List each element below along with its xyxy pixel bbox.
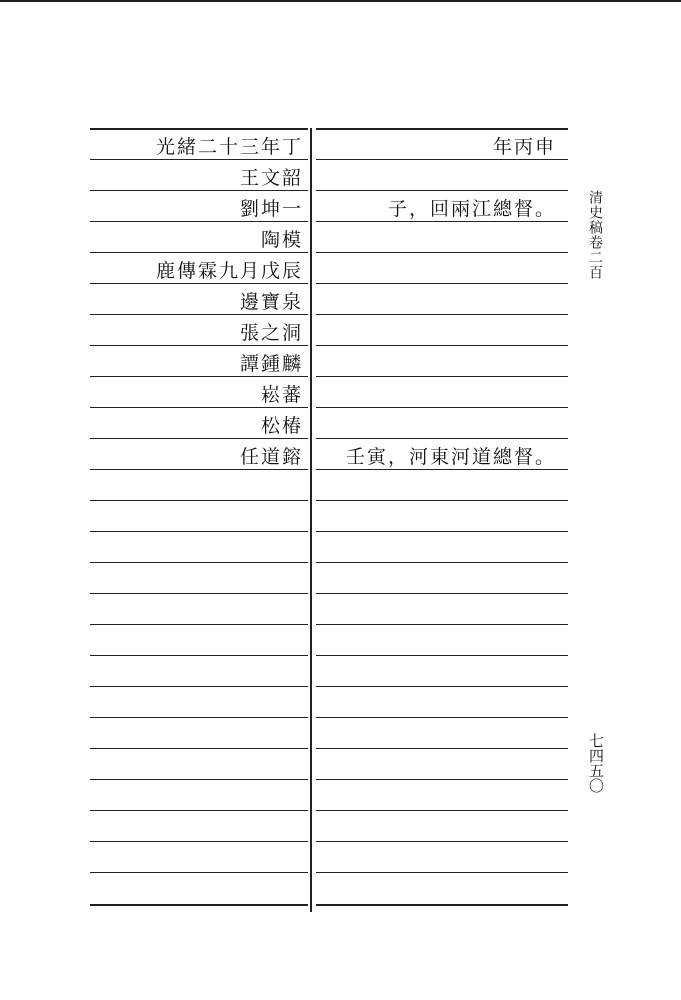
official-name-text: 陶模 (260, 229, 303, 251)
row-rule-right (316, 779, 568, 780)
row-rule-right (316, 748, 568, 749)
official-name-text: 鹿傳霖九月戊辰 (155, 260, 303, 282)
page-top-border (0, 0, 681, 2)
official-name-cell (261, 378, 303, 409)
column-divider (310, 128, 312, 912)
row-rule-right (316, 500, 568, 501)
official-name-text: 王文韶 (239, 167, 303, 189)
side-title: 清史稿卷二百 (587, 190, 603, 280)
row-rule-right (316, 841, 568, 842)
row-rule-left (90, 562, 308, 563)
row-rule-right (316, 531, 568, 532)
official-name-cell (240, 161, 303, 192)
page-number: 七四五〇 (587, 733, 605, 793)
appointment-note-text: 子，回兩江總督。 (387, 198, 556, 220)
row-rule-left (90, 686, 308, 687)
row-rule-left (90, 810, 308, 811)
row-rule-right (316, 438, 568, 439)
row-rule-right (316, 717, 568, 718)
official-name-text: 邊寶泉 (239, 291, 303, 313)
row-rule-right (316, 283, 568, 284)
appointment-note-cell (346, 440, 556, 471)
row-rule-right (316, 686, 568, 687)
row-rule-left (90, 624, 308, 625)
row-rule-right (316, 810, 568, 811)
official-name-cell (240, 440, 303, 471)
appointment-note-cell (388, 192, 556, 223)
official-name-cell (240, 347, 303, 378)
official-table (90, 128, 568, 912)
official-name-cell (261, 409, 303, 440)
row-rule-left (90, 655, 308, 656)
official-name-text: 任道鎔 (239, 446, 303, 468)
row-rule-right (316, 562, 568, 563)
official-name-text: 光緒二十三年丁 (155, 136, 303, 158)
official-name-cell (156, 130, 303, 161)
row-rule-left (90, 748, 308, 749)
row-rule-left (90, 531, 308, 532)
row-rule-right (316, 407, 568, 408)
official-name-text: 松椿 (260, 415, 303, 437)
appointment-note-text: 年丙申 (492, 136, 556, 158)
official-name-cell (240, 192, 303, 223)
official-name-text: 譚鍾麟 (239, 353, 303, 375)
official-name-cell (240, 285, 303, 316)
official-name-text: 崧蕃 (260, 384, 303, 406)
row-rule-left (90, 841, 308, 842)
row-rule-left (90, 872, 308, 873)
appointment-note-text: 壬寅，河東河道總督。 (345, 446, 556, 468)
row-rule-right (316, 376, 568, 377)
official-name-text: 張之洞 (239, 322, 303, 344)
row-rule-right (316, 190, 568, 191)
row-rule-left (90, 717, 308, 718)
row-rule-left (90, 779, 308, 780)
official-name-cell (156, 254, 303, 285)
official-name-cell (240, 316, 303, 347)
row-rule-left (90, 593, 308, 594)
row-rule-right (316, 593, 568, 594)
row-rule-left (90, 904, 308, 906)
official-name-text: 劉坤一 (239, 198, 303, 220)
row-rule-right (316, 624, 568, 625)
official-name-cell (261, 223, 303, 254)
row-rule-right (316, 252, 568, 253)
row-rule-right (316, 314, 568, 315)
row-rule-right (316, 655, 568, 656)
appointment-note-cell (493, 130, 556, 161)
row-rule-right (316, 904, 568, 906)
row-rule-left (90, 500, 308, 501)
row-rule-right (316, 872, 568, 873)
row-rule-right (316, 345, 568, 346)
